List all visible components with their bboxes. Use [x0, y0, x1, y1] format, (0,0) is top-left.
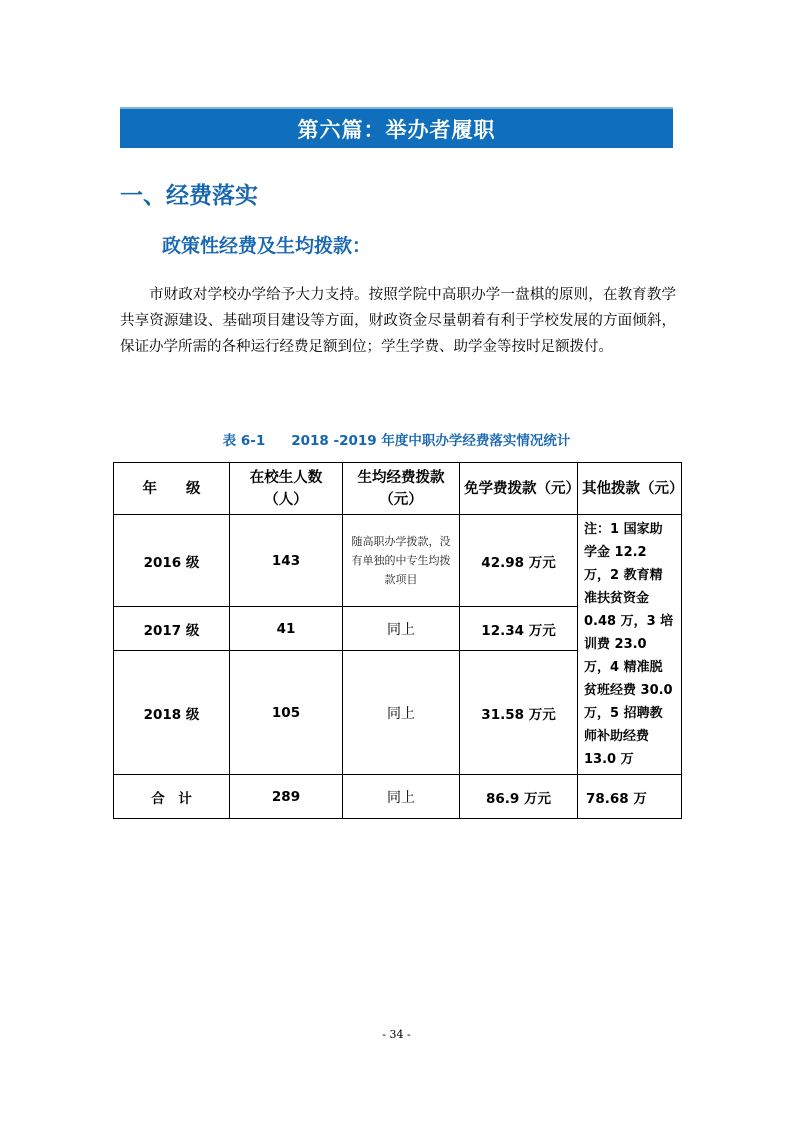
subsection-heading: 政策性经费及生均拨款： — [162, 235, 372, 257]
total-other: 78.68 万 — [578, 775, 682, 819]
per-student-cell: 同上 — [343, 651, 460, 775]
header-other: 其他拨款（元） — [578, 463, 682, 515]
body-paragraph: 市财政对学校办学给予大力支持。按照学院中高职办学一盘棋的原则，在教育教学共享资源建设、基础项目建设等方面，财政资金尽量朝着有利于学校发展的方面倾斜，保证办学所需的各种运行经费足额到位；学生学费、助学金等按时足额拨付。 — [120, 287, 676, 355]
per-student-cell: 随高职办学拨款，没有单独的中专生均拨款项目 — [343, 515, 460, 607]
header-grade: 年 级 — [114, 463, 230, 515]
section-heading: 一、经费落实 — [120, 183, 258, 209]
table-caption-title: 2018 -2019 年度中职办学经费落实情况统计 — [291, 433, 571, 449]
table-row — [114, 515, 682, 607]
students-cell: 143 — [230, 515, 343, 607]
table-header-row — [114, 463, 682, 515]
header-per-student: 生均经费拨款（元） — [343, 463, 460, 515]
per-student-cell: 同上 — [343, 607, 460, 651]
tuition-free-cell: 42.98 万元 — [460, 515, 578, 607]
students-cell: 41 — [230, 607, 343, 651]
tuition-free-cell: 12.34 万元 — [460, 607, 578, 651]
total-per-student: 同上 — [343, 775, 460, 819]
table-caption — [0, 429, 793, 449]
total-label: 合 计 — [114, 775, 230, 819]
funding-table — [113, 462, 682, 819]
grade-cell: 2016 级 — [114, 515, 230, 607]
total-students: 289 — [230, 775, 343, 819]
total-tuition-free: 86.9 万元 — [460, 775, 578, 819]
header-tuition-free: 免学费拨款（元） — [460, 463, 578, 515]
table-caption-label: 表 6-1 — [222, 433, 266, 449]
table-total-row — [114, 775, 682, 819]
tuition-free-cell: 31.58 万元 — [460, 651, 578, 775]
grade-cell: 2017 级 — [114, 607, 230, 651]
grade-cell: 2018 级 — [114, 651, 230, 775]
other-funding-note: 注：1 国家助学金 12.2 万，2 教育精准扶贫资金 0.48 万，3 培训费 23.0 万，4 精准脱贫班经费 30.0 万，5 招聘教师补助经费 13.0 万 — [578, 515, 682, 775]
students-cell: 105 — [230, 651, 343, 775]
chapter-banner — [120, 107, 673, 148]
chapter-title: 第六篇：举办者履职 — [297, 117, 496, 142]
header-students: 在校生人数（人） — [230, 463, 343, 515]
page-number: - 34 - — [382, 1028, 411, 1041]
